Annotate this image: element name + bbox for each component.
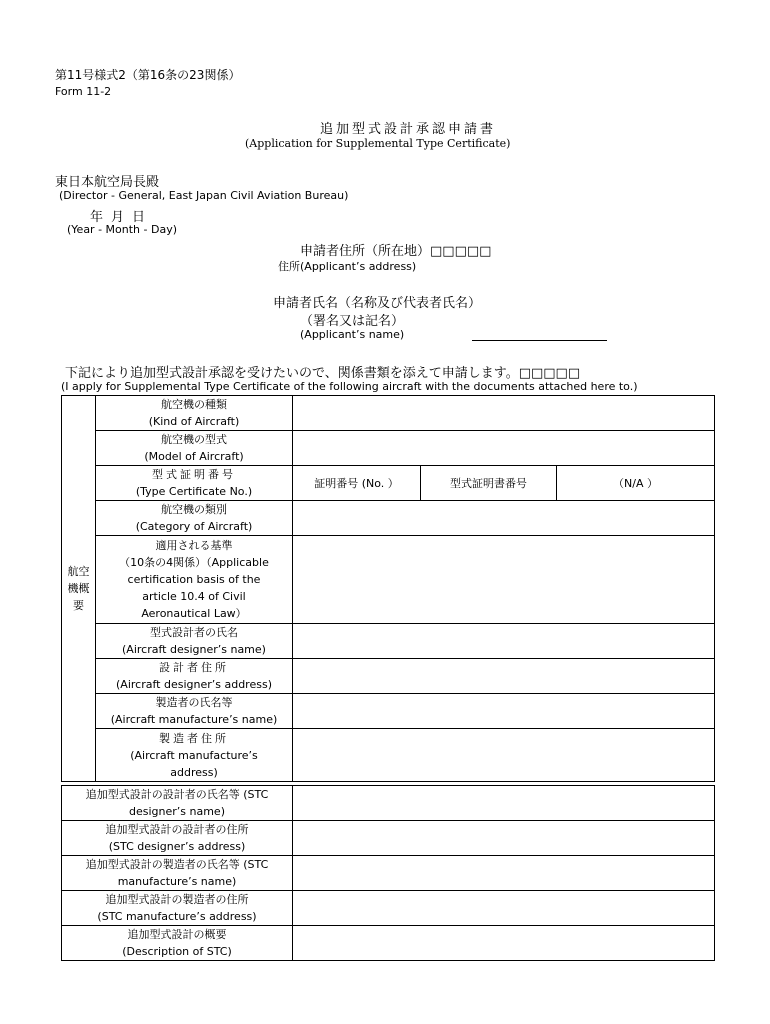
- stc-designer-address-label: 追加型式設計の設計者の住所 (STC designer’s address): [62, 821, 293, 856]
- certification-basis-field[interactable]: [293, 536, 715, 624]
- applicant-name-en: (Applicant’s name): [300, 328, 405, 341]
- statement-en: (I apply for Supplemental Type Certificate of the following aircraft with the documents attached here to.): [61, 380, 638, 393]
- stc-manufacturer-address-field[interactable]: [293, 891, 715, 926]
- stc-description-field[interactable]: [293, 926, 715, 961]
- aircraft-designer-address-label: 設計者住所 (Aircraft designer’s address): [96, 659, 293, 694]
- application-table: [61, 395, 715, 782]
- stc-table: [61, 785, 715, 961]
- stc-designer-name-label: 追加型式設計の設計者の氏名等 (STC designer’s name): [62, 786, 293, 821]
- aircraft-manufacturer-address-field[interactable]: [293, 729, 715, 782]
- tc-na-option[interactable]: （N/A ）: [557, 466, 715, 501]
- aircraft-designer-name-label: 型式設計者の氏名 (Aircraft designer’s name): [96, 624, 293, 659]
- title-jp: 追加型式設計承認申請書: [320, 122, 497, 137]
- table-row: [62, 856, 715, 891]
- stc-designer-address-field[interactable]: [293, 821, 715, 856]
- table-row: [62, 466, 715, 501]
- aircraft-designer-name-field[interactable]: [293, 624, 715, 659]
- applicant-sign-jp: （署名又は記名）: [300, 314, 405, 329]
- aircraft-manufacturer-name-field[interactable]: [293, 694, 715, 729]
- table-row: [62, 821, 715, 856]
- kind-of-aircraft-label: 航空機の種類 (Kind of Aircraft): [96, 396, 293, 431]
- tc-number-option[interactable]: 証明番号 (No. ）: [293, 466, 421, 501]
- applicant-address-jp: 申請者住所（所在地）□□□□□: [300, 244, 492, 259]
- applicant-name-jp: 申請者氏名（名称及び代表者氏名）: [273, 296, 482, 311]
- stc-manufacturer-name-field[interactable]: [293, 856, 715, 891]
- certification-basis-label: 適用される基準 （10条の4関係）（Applicable certification basis of the article 10.4 of Civil Aeronautical Law）: [96, 536, 293, 624]
- table-row: [62, 536, 715, 624]
- table-row: [62, 396, 715, 431]
- addressee-en: (Director - General, East Japan Civil Aviation Bureau): [59, 189, 349, 202]
- aircraft-overview-label: 航空 機概 要: [62, 396, 96, 782]
- category-of-aircraft-field[interactable]: [293, 501, 715, 536]
- table-row: [62, 624, 715, 659]
- addressee-jp: 東日本航空局長殿: [55, 175, 160, 190]
- title-en: (Application for Supplemental Type Certificate): [245, 137, 511, 150]
- aircraft-manufacturer-address-label: 製造者住所 (Aircraft manufacture’s address): [96, 729, 293, 782]
- statement-jp: 下記により追加型式設計承認を受けたいので、関係書類を添えて申請します。□□□□□: [65, 366, 581, 381]
- form-ref-en: Form 11-2: [55, 85, 112, 98]
- kind-of-aircraft-field[interactable]: [293, 396, 715, 431]
- stc-designer-name-field[interactable]: [293, 786, 715, 821]
- aircraft-manufacturer-name-label: 製造者の氏名等 (Aircraft manufacture’s name): [96, 694, 293, 729]
- table-row: [62, 501, 715, 536]
- form-ref-jp: 第11号様式2（第16条の23関係）: [55, 68, 241, 82]
- table-row: [62, 891, 715, 926]
- table-row: [62, 729, 715, 782]
- stc-manufacturer-address-label: 追加型式設計の製造者の住所 (STC manufacture’s address): [62, 891, 293, 926]
- table-row: [62, 431, 715, 466]
- applicant-address-en: 住所(Applicant’s address): [278, 260, 417, 273]
- table-row: [62, 694, 715, 729]
- model-of-aircraft-label: 航空機の型式 (Model of Aircraft): [96, 431, 293, 466]
- table-row: [62, 786, 715, 821]
- date-jp: 年月日: [90, 210, 154, 225]
- table-row: [62, 926, 715, 961]
- signature-line[interactable]: [472, 340, 607, 341]
- stc-description-label: 追加型式設計の概要 (Description of STC): [62, 926, 293, 961]
- model-of-aircraft-field[interactable]: [293, 431, 715, 466]
- stc-manufacturer-name-label: 追加型式設計の製造者の氏名等 (STC manufacture’s name): [62, 856, 293, 891]
- table-row: [62, 659, 715, 694]
- type-certificate-label: 型式証明番号 (Type Certificate No.): [96, 466, 293, 501]
- date-en: (Year - Month - Day): [67, 223, 177, 236]
- aircraft-designer-address-field[interactable]: [293, 659, 715, 694]
- category-of-aircraft-label: 航空機の類別 (Category of Aircraft): [96, 501, 293, 536]
- tc-type-cert-option[interactable]: 型式証明書番号: [421, 466, 557, 501]
